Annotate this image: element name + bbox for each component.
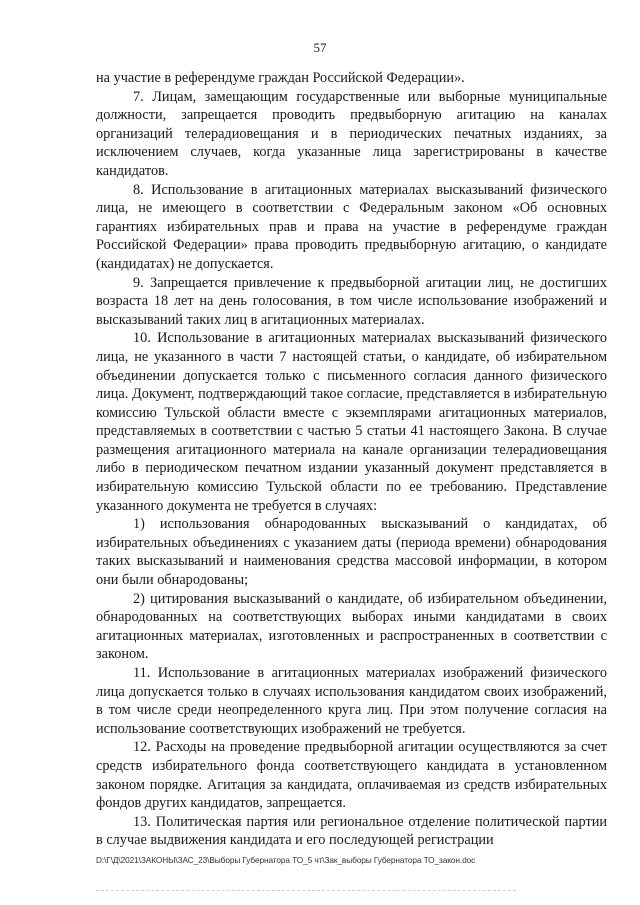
paragraph-12: 12. Расходы на проведение предвыборной агитации осуществляются за счет средств избирательного фонда соответствующего кандидата в установленном законом порядке. Агитация за кандидата, оплачиваемая из средств избирательных фондов других кандидатов, запрещается. <box>96 739 607 812</box>
paragraph-9: 9. Запрещается привлечение к предвыборной агитации лиц, не достигших возраста 18 лет на день голосования, в том числе использование изображений и высказываний таких лиц в агитационных материалах. <box>96 274 607 328</box>
paragraph-13: 13. Политическая партия или региональное отделение политической партии в случае выдвижения кандидата и его последующей регистрации <box>96 813 607 849</box>
paragraph-10-item-1: 1) использования обнародованных высказываний о кандидатах, об избирательных объединениях с указанием даты (периода времени) обнародования таких высказываний и наименования средства массовой информации, в котором они были обнародованы; <box>96 516 607 589</box>
paragraph-7: 7. Лицам, замещающим государственные или выборные муниципальные должности, запрещается проводить предвыборную агитацию на каналах организаций телерадиовещания и в периодических печатных изданиях, за исключением случаев, когда указанные лица зарегистрированы в качестве кандидатов. <box>96 88 607 179</box>
paragraph-11: 11. Использование в агитационных материалах изображений физического лица допускается только в случаях использования кандидатом своих изображений, в том числе среди неопределенного круга лиц. При этом получение согласия на использование соответствующих изображений не требуется. <box>96 665 607 737</box>
footer-divider <box>96 890 516 891</box>
paragraph-10: 10. Использование в агитационных материалах высказываний физического лица, не указанного в части 7 настоящей статьи, о кандидате, об избирательном объединении допускается только с письменного согласия данного физического лица. Документ, подтверждающий такое согласие, представляется в избирательную комиссию Тульской области вместе с экземплярами агитационных материалов, представляемых в соответствии с частью 5 статьи 41 настоящего Закона. В случае размещения агитационного материала на канале организации телерадиовещания либо в периодическом печатном издании указанный документ представляется в избирательную комиссию Тульской области по ее требованию. Представление указанного документа не требуется в случаях: <box>96 330 607 514</box>
page-number: 57 <box>313 40 327 55</box>
document-body <box>96 69 607 850</box>
paragraph-continuation: на участие в референдуме граждан Российской Федерации». <box>96 70 465 86</box>
paragraph-8: 8. Использование в агитационных материалах высказываний физического лица, не имеющего в соответствии с Федеральным законом «Об основных гарантиях избирательных прав и права на участие в референдуме граждан Российской Федерации» права проводить предвыборную агитацию, о кандидате (кандидатах) не допускается. <box>96 181 607 272</box>
paragraph-10-item-2: 2) цитирования высказываний о кандидате, об избирательном объединении, обнародованных на соответствующих выборах иными кандидатами в своих агитационных материалах, изготовленных и распространенных в соответствии с законом. <box>96 590 607 663</box>
file-path-footer: D:\Г\Д\2021\ЗАКОНЫ\ЗАС_23\Выборы Губернатора ТО_5 чт\Зак_выборы Губернатора ТО_закон.doc <box>96 855 476 865</box>
